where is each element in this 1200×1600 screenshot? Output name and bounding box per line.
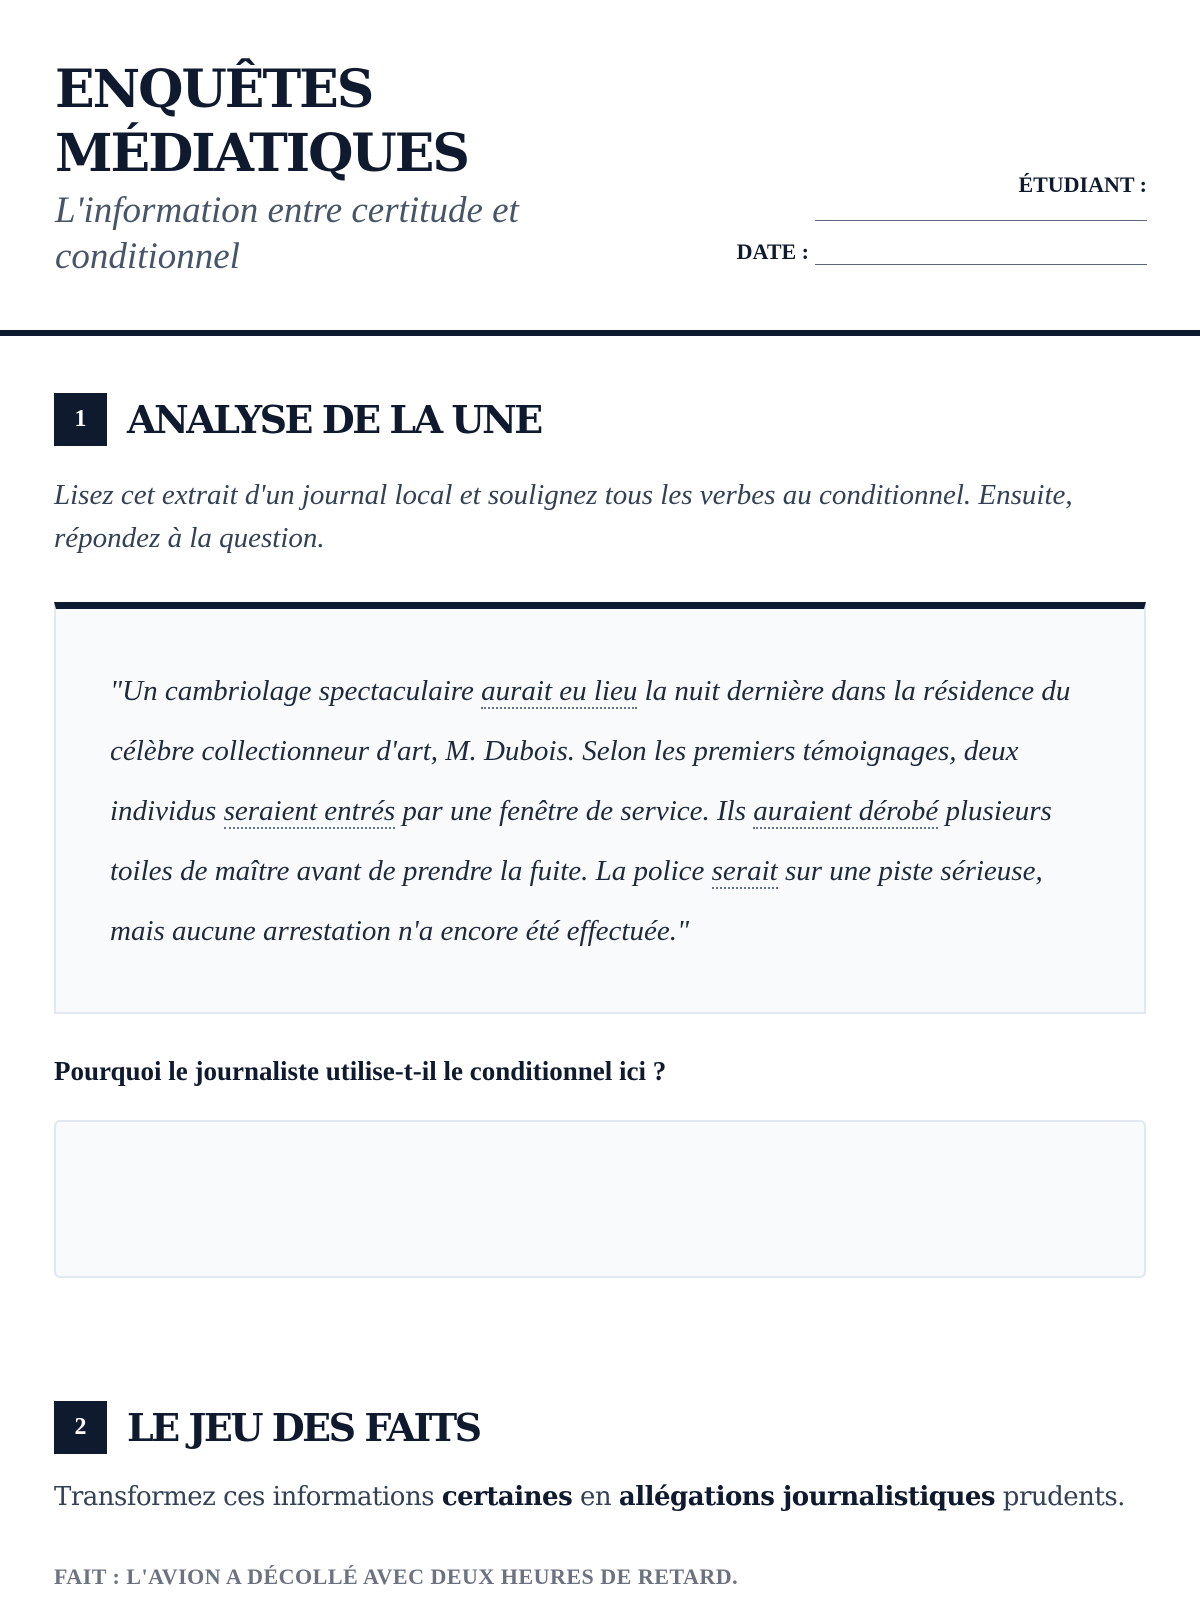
page-title <box>55 58 1147 186</box>
student-name-field[interactable] <box>815 220 1147 221</box>
conditional-verb: serait <box>711 855 778 887</box>
conditional-verb: auraient dérobé <box>753 795 939 827</box>
section-1-heading <box>54 393 541 446</box>
section-2-heading <box>54 1401 480 1454</box>
header-divider <box>0 330 1200 336</box>
page-subtitle: L'information entre certitude et conditionnel <box>55 190 519 277</box>
section-number-badge: 2 <box>54 1401 107 1454</box>
fact-statement: FAIT : L'AVION A DÉCOLLÉ AVEC DEUX HEURES DE RETARD. <box>54 1564 739 1589</box>
section-title: LE JEU DES FAITS <box>127 1405 480 1450</box>
section-number-badge: 1 <box>54 393 107 446</box>
conditional-verb: aurait eu lieu <box>481 675 638 707</box>
newspaper-excerpt <box>54 602 1146 1014</box>
section-title: ANALYSE DE LA UNE <box>127 397 541 442</box>
title-line-2: MÉDIATIQUES <box>55 123 468 184</box>
student-info <box>717 172 1147 265</box>
answer-box[interactable] <box>54 1120 1146 1278</box>
student-label: ÉTUDIANT : <box>1018 172 1147 197</box>
title-line-1: ENQUÊTES <box>55 59 373 120</box>
question-text: Pourquoi le journaliste utilise-t-il le conditionnel ici ? <box>54 1056 667 1086</box>
conditional-verb: seraient entrés <box>223 795 396 827</box>
excerpt-text: "Un cambriolage spectaculaire aurait eu lieu la nuit dernière dans la résidence du célèbre collectionneur d'art, M. Dubois. Selon les premiers témoignages, deux individus seraient entrés par une fenêtre de service. Ils auraient dérobé plusieurs toiles de maître avant de prendre la fuite. La police serait sur une piste sérieuse, mais aucune arrestation n'a encore été effectuée." <box>110 675 1071 947</box>
section-2-instructions: Transformez ces informations certaines en allégations journalistiques prudents. <box>54 1482 1125 1512</box>
date-field[interactable] <box>815 264 1147 265</box>
section-1-instructions: Lisez cet extrait d'un journal local et soulignez tous les verbes au conditionnel. Ensuite, répondez à la question. <box>54 479 1073 554</box>
date-label: DATE : <box>736 239 809 264</box>
